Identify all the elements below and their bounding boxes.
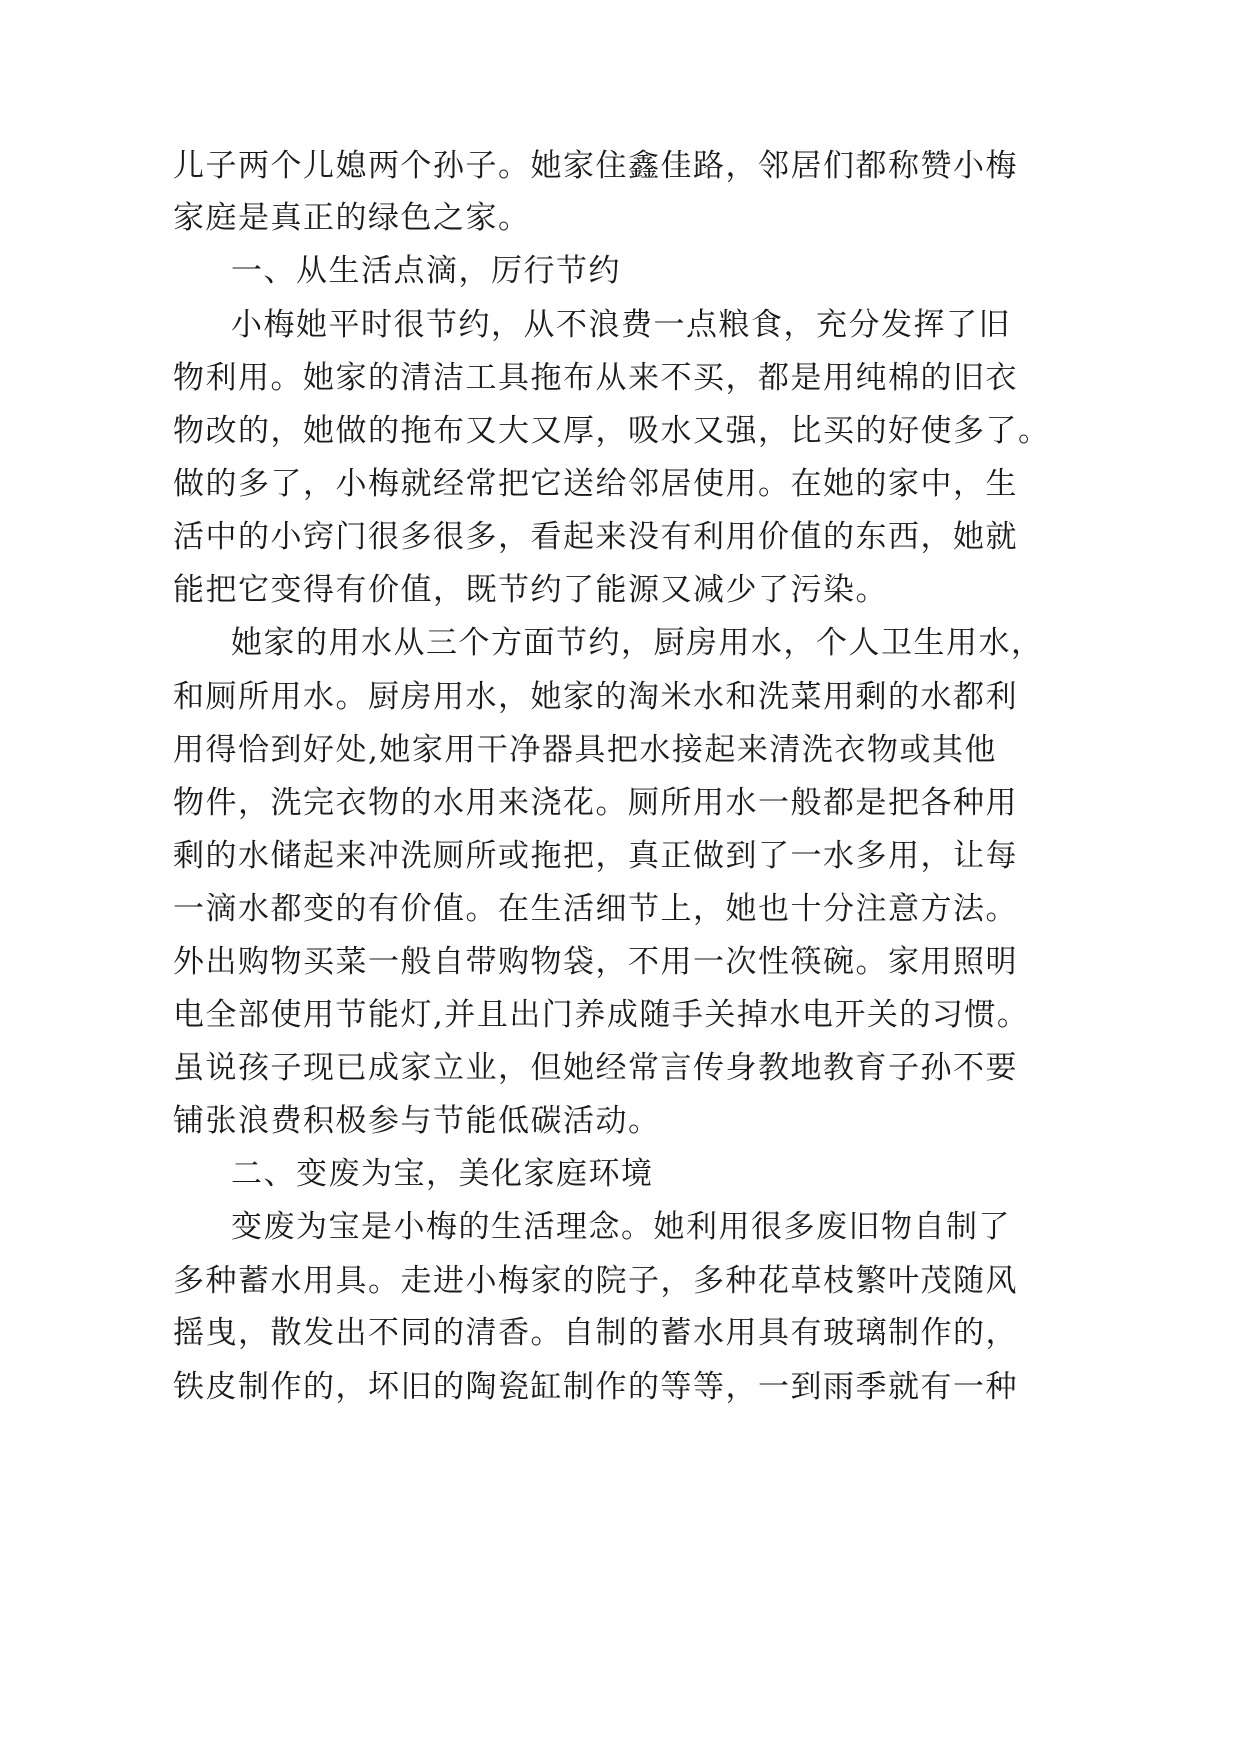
text-line-6: 物改的，她做的拖布又大又厚，吸水又强，比买的好使多了。: [173, 413, 1051, 449]
text-line-18: 虽说孩子现已成家立业，但她经常言传身教地教育子孙不要: [173, 1050, 1018, 1086]
text-line-14: 剩的水储起来冲洗厕所或拖把，真正做到了一水多用，让每: [173, 838, 1018, 874]
text-line-2: 家庭是真正的绿色之家。: [173, 200, 531, 236]
text-line-23: 摇曳，散发出不同的清香。自制的蓄水用具有玻璃制作的，: [173, 1315, 1018, 1351]
text-line-9: 能把它变得有价值，既节约了能源又减少了污染。: [173, 572, 888, 608]
section-heading-2: 二、变废为宝，美化家庭环境: [231, 1156, 654, 1192]
text-line-4: 小梅她平时很节约，从不浪费一点粮食，充分发挥了旧: [231, 307, 1011, 343]
text-line-10: 她家的用水从三个方面节约，厨房用水，个人卫生用水，: [231, 625, 1044, 661]
text-line-16: 外出购物买菜一般自带购物袋，不用一次性筷碗。家用照明: [173, 944, 1018, 980]
text-line-11: 和厕所用水。厨房用水，她家的淘米水和洗菜用剩的水都利: [173, 679, 1018, 715]
section-heading-1: 一、从生活点滴，厉行节约: [231, 253, 621, 289]
text-line-12: 用得恰到好处,她家用干净器具把水接起来清洗衣物或其他: [173, 732, 997, 768]
text-line-19: 铺张浪费积极参与节能低碳活动。: [173, 1103, 661, 1139]
text-line-8: 活中的小窍门很多很多，看起来没有利用价值的东西，她就: [173, 519, 1018, 555]
text-line-24: 铁皮制作的，坏旧的陶瓷缸制作的等等，一到雨季就有一种: [173, 1369, 1018, 1405]
text-line-5: 物利用。她家的清洁工具拖布从来不买，都是用纯棉的旧衣: [173, 360, 1018, 396]
text-line-21: 变废为宝是小梅的生活理念。她利用很多废旧物自制了: [231, 1209, 1011, 1245]
text-line-15: 一滴水都变的有价值。在生活细节上，她也十分注意方法。: [173, 891, 1018, 927]
text-line-1: 儿子两个儿媳两个孙子。她家住鑫佳路，邻居们都称赞小梅: [173, 148, 1018, 184]
text-line-17: 电全部使用节能灯,并且出门养成随手关掉水电开关的习惯。: [173, 997, 1030, 1033]
text-line-22: 多种蓄水用具。走进小梅家的院子，多种花草枝繁叶茂随风: [173, 1263, 1018, 1299]
text-line-13: 物件，洗完衣物的水用来浇花。厕所用水一般都是把各种用: [173, 785, 1018, 821]
text-line-7: 做的多了，小梅就经常把它送给邻居使用。在她的家中，生: [173, 466, 1018, 502]
